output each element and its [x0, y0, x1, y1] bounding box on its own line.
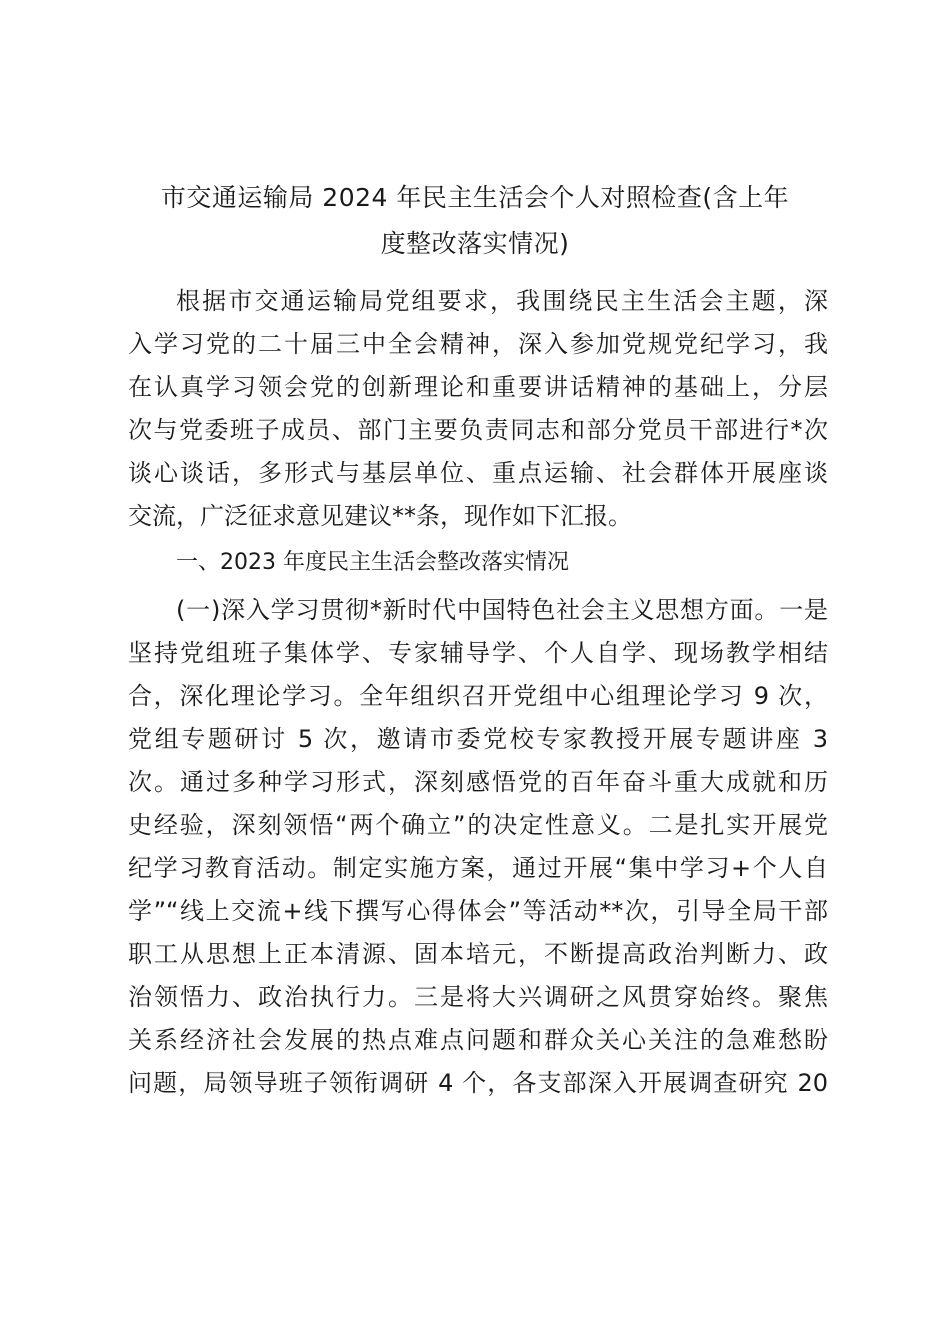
section-heading: 一、2023 年度民主生活会整改落实情况 [176, 550, 569, 575]
document-title-line-2: 度整改落实情况) [380, 229, 570, 258]
intro-line-4: 次与党委班子成员、部门主要负责同志和部分党员干部进行*次 [128, 416, 828, 444]
section-line-1: (一)深入学习贯彻*新时代中国特色社会主义思想方面。一是 [176, 596, 828, 624]
section-line-9: 职工从思想上正本清源、固本培元，不断提高政治判断力、政 [128, 940, 828, 968]
section-line-7: 纪学习教育活动。制定实施方案，通过开展“集中学习+个人自 [128, 854, 828, 882]
section-line-3: 合，深化理论学习。全年组织召开党组中心组理论学习 9 次， [128, 682, 828, 710]
intro-line-2: 入学习党的二十届三中全会精神，深入参加党规党纪学习，我 [128, 330, 828, 358]
section-line-2: 坚持党组班子集体学、专家辅导学、个人自学、现场教学相结 [128, 639, 828, 667]
document-title-line-1: 市交通运输局 2024 年民主生活会个人对照检查(含上年 [160, 183, 790, 212]
section-line-8: 学”“线上交流+线下撰写心得体会”等活动**次，引导全局干部 [128, 897, 828, 925]
section-line-10: 治领悟力、政治执行力。三是将大兴调研之风贯穿始终。聚焦 [128, 983, 828, 1011]
intro-line-5: 谈心谈话，多形式与基层单位、重点运输、社会群体开展座谈 [128, 459, 828, 487]
section-line-4: 党组专题研讨 5 次，邀请市委党校专家教授开展专题讲座 3 [128, 725, 828, 753]
intro-line-3: 在认真学习领会党的创新理论和重要讲话精神的基础上，分层 [128, 373, 828, 401]
section-line-5: 次。通过多种学习形式，深刻感悟党的百年奋斗重大成就和历 [128, 768, 828, 796]
section-line-12: 问题，局领导班子领衔调研 4 个，各支部深入开展调查研究 20 [128, 1069, 828, 1097]
section-line-6: 史经验，深刻领悟“两个确立”的决定性意义。二是扎实开展党 [128, 811, 828, 839]
section-line-11: 关系经济社会发展的热点难点问题和群众关心关注的急难愁盼 [128, 1026, 828, 1054]
intro-line-6: 交流，广泛征求意见建议**条，现作如下汇报。 [128, 502, 632, 530]
intro-line-1: 根据市交通运输局党组要求，我围绕民主生活会主题，深 [176, 287, 828, 315]
